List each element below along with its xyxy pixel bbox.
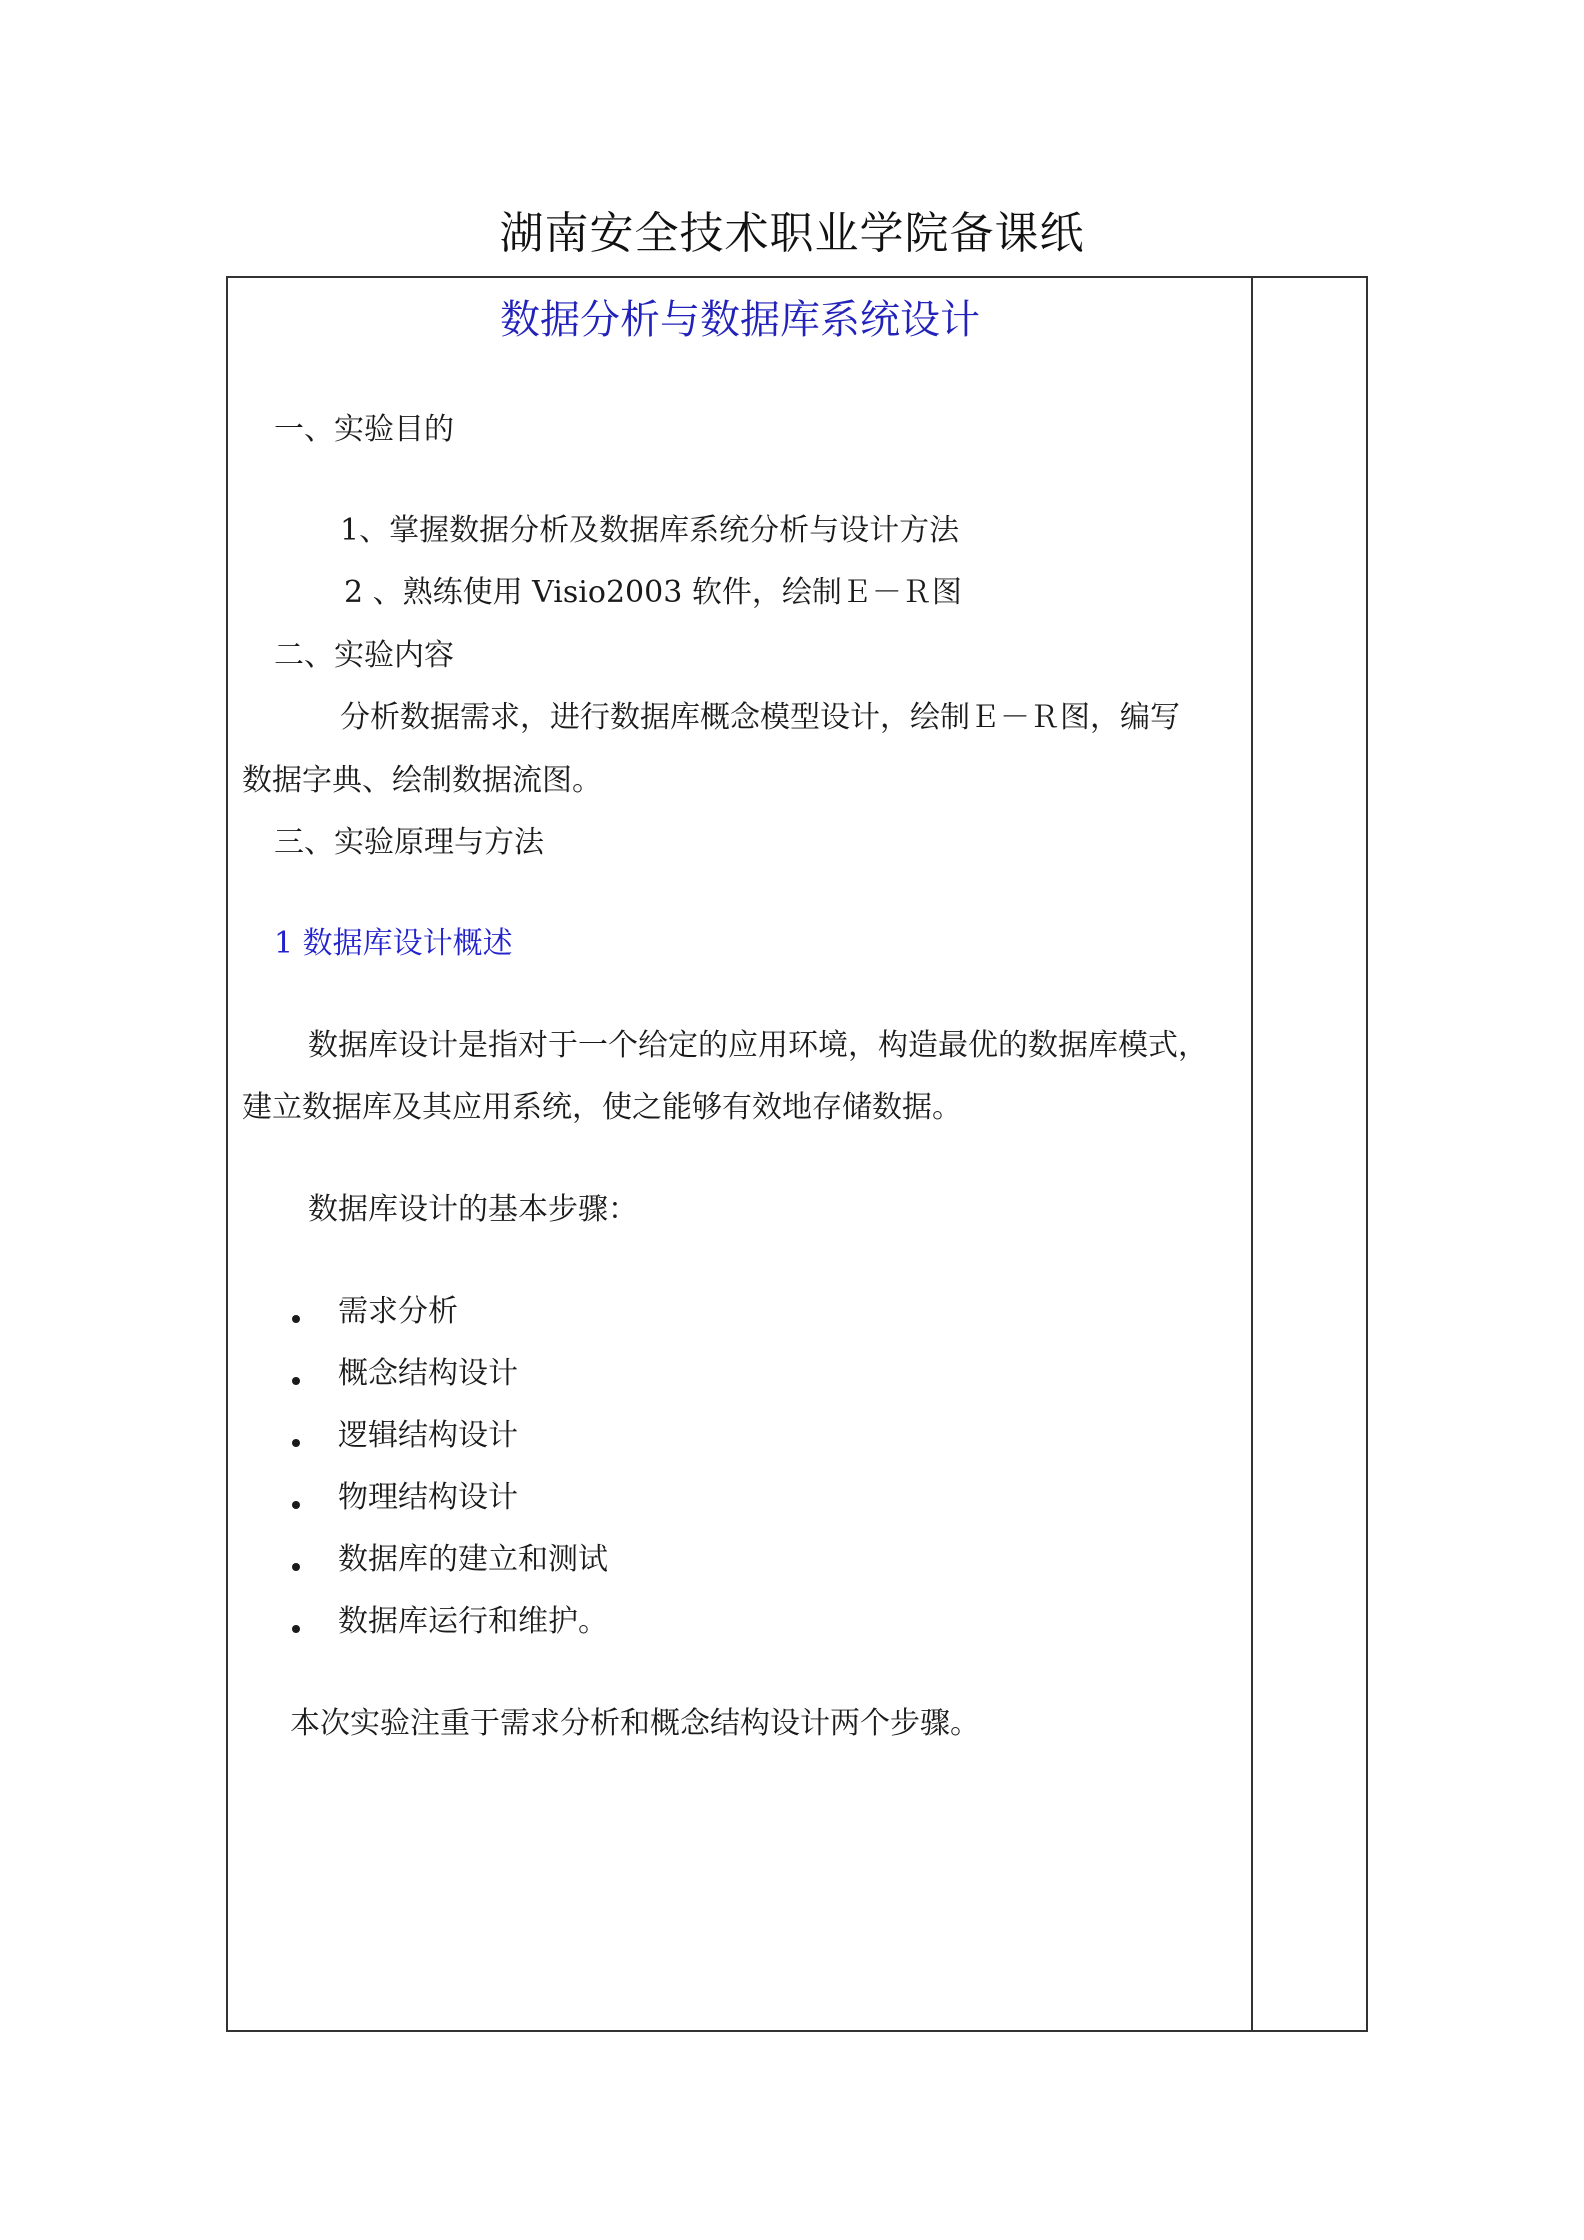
bullet-icon (292, 1563, 300, 1571)
content-paragraph-line-1: 分析数据需求，进行数据库概念模型设计，绘制Ｅ－Ｒ图，编写 (340, 700, 1180, 735)
section-heading-purpose: 一、实验目的 (274, 412, 454, 447)
step-label: 概念结构设计 (338, 1356, 518, 1391)
purpose-item-1: 1、掌握数据分析及数据库系统分析与设计方法 (340, 513, 960, 548)
section-heading-principles: 三、实验原理与方法 (274, 825, 544, 860)
step-label: 物理结构设计 (338, 1480, 518, 1515)
lesson-content (240, 276, 1240, 2032)
bullet-icon (292, 1625, 300, 1633)
bullet-icon (292, 1377, 300, 1385)
step-label: 数据库的建立和测试 (338, 1542, 608, 1577)
step-label: 需求分析 (338, 1294, 458, 1329)
margin-column-divider (1251, 276, 1253, 2032)
purpose-item-2: 2 、熟练使用 Visio2003 软件，绘制Ｅ－Ｒ图 (344, 575, 962, 610)
closing-note: 本次实验注重于需求分析和概念结构设计两个步骤。 (290, 1706, 980, 1741)
content-paragraph-line-2: 数据字典、绘制数据流图。 (242, 763, 602, 798)
bullet-icon (292, 1439, 300, 1447)
subheading-db-design-overview: 1 数据库设计概述 (274, 926, 513, 961)
bullet-icon (292, 1315, 300, 1323)
document-heading: 数据分析与数据库系统设计 (500, 297, 980, 343)
step-label: 逻辑结构设计 (338, 1418, 518, 1453)
bullet-icon (292, 1501, 300, 1509)
step-label: 数据库运行和维护。 (338, 1604, 608, 1639)
overview-paragraph-line-1: 数据库设计是指对于一个给定的应用环境，构造最优的数据库模式， (308, 1028, 1208, 1063)
page-title: 湖南安全技术职业学院备课纸 (499, 208, 1085, 259)
steps-intro: 数据库设计的基本步骤： (308, 1192, 638, 1227)
overview-paragraph-line-2: 建立数据库及其应用系统，使之能够有效地存储数据。 (242, 1090, 962, 1125)
section-heading-content: 二、实验内容 (274, 638, 454, 673)
